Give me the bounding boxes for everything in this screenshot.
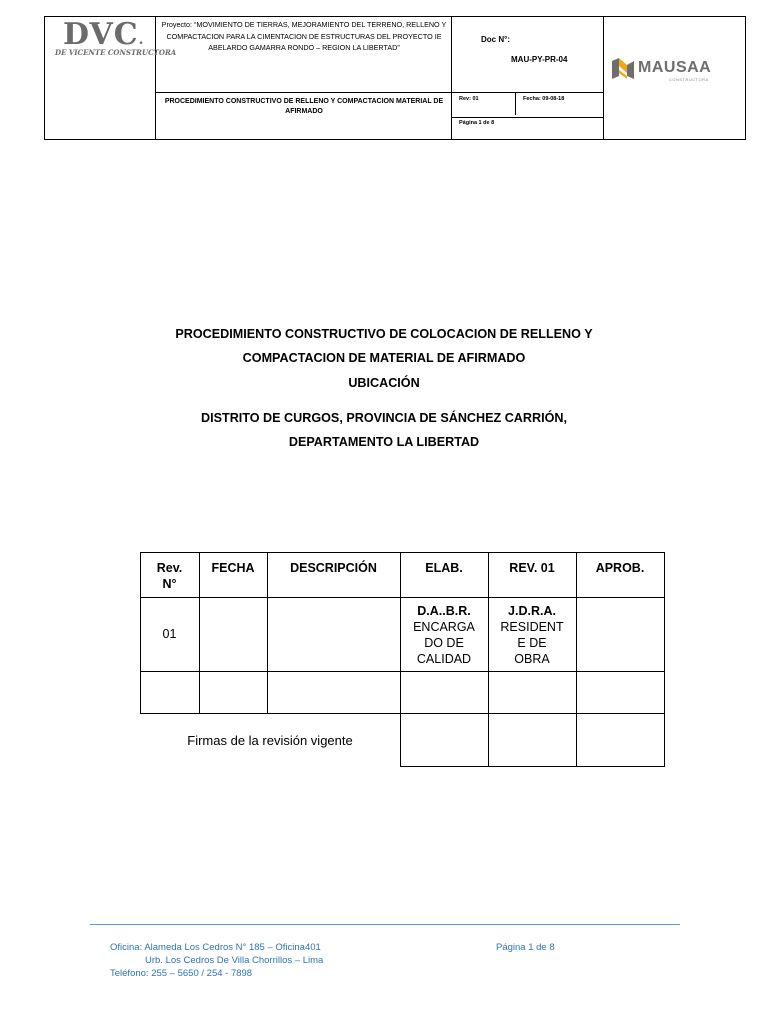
title-line-1: PROCEDIMIENTO CONSTRUCTIVO DE COLOCACION DE RELLENO Y [175, 327, 593, 341]
revision-table [140, 552, 665, 767]
footer-address-1: Oficina: Alameda Los Cedros N° 185 – Oficina401 [110, 942, 321, 953]
document-header [44, 16, 746, 140]
location-line-2: DEPARTAMENTO LA LIBERTAD [288, 435, 480, 449]
col-header-aprob: APROB. [595, 561, 645, 575]
doc-number: MAU-PY-PR-04 [511, 55, 568, 64]
row1-rev-initials: J.D.R.A. [508, 604, 556, 618]
location-line-1: DISTRITO DE CURGOS, PROVINCIA DE SÁNCHEZ CARRIÓN, [201, 411, 567, 425]
row1-rev: 01 [162, 627, 177, 641]
document-title [0, 322, 768, 370]
col-header-descripcion: DESCRIPCIÓN [290, 561, 377, 575]
row1-elab: D.A..B.R. ENCARGA DO DE CALIDAD [400, 603, 488, 667]
col-header-rev01: REV. 01 [509, 561, 555, 575]
row1-elab-initials: D.A..B.R. [417, 604, 471, 618]
mausaa-logo-tagline: CONSTRUCTORA [669, 77, 709, 82]
signatures-label: Firmas de la revisión vigente [187, 733, 353, 748]
footer-page-number: Página 1 de 8 [496, 942, 555, 953]
mausaa-logo-icon [611, 58, 635, 80]
mausaa-logo-name: MAUSAA [638, 59, 712, 76]
page-count: Página 1 de 8 [459, 120, 495, 126]
location-text [0, 406, 768, 454]
revision-number: Rev: 01 [459, 96, 479, 102]
doc-number-label: Doc N°: [481, 35, 510, 44]
procedure-title: PROCEDIMIENTO CONSTRUCTIVO DE RELLENO Y COMPACTACION MATERIAL DE AFIRMADO [164, 98, 444, 115]
col-header-fecha: FECHA [211, 561, 255, 575]
col-header-rev: Rev. N° [156, 561, 183, 591]
dvc-logo [53, 17, 177, 61]
row1-rev01: J.D.R.A. RESIDENT E DE OBRA [488, 603, 576, 667]
revision-date: Fecha: 09-08-18 [523, 96, 565, 102]
footer-phone: Teléfono: 255 – 5650 / 254 - 7898 [110, 968, 253, 979]
footer-address-2: Urb. Los Cedros De Villa Chorrillos – Lima [145, 955, 324, 966]
mausaa-logo [611, 57, 731, 85]
dvc-logo-tagline: DE VICENTE CONSTRUCTORA [55, 48, 177, 57]
project-description: Proyecto: “MOVIMIENTO DE TIERRAS, MEJORAMIENTO DEL TERRENO, RELLENO Y COMPACTACION PARA LA CIMENTACION DE ESTRUCTURAS DEL PROYECTO IE ABELARDO GAMARRA RONDO – REGION LA LIBERTAD” [161, 20, 447, 52]
location-heading: UBICACIÓN [348, 376, 420, 390]
footer-divider [90, 924, 680, 925]
dvc-logo-letters: DVC. [63, 17, 145, 52]
col-header-elab: ELAB. [425, 561, 463, 575]
title-line-2: COMPACTACION DE MATERIAL DE AFIRMADO [242, 351, 526, 365]
